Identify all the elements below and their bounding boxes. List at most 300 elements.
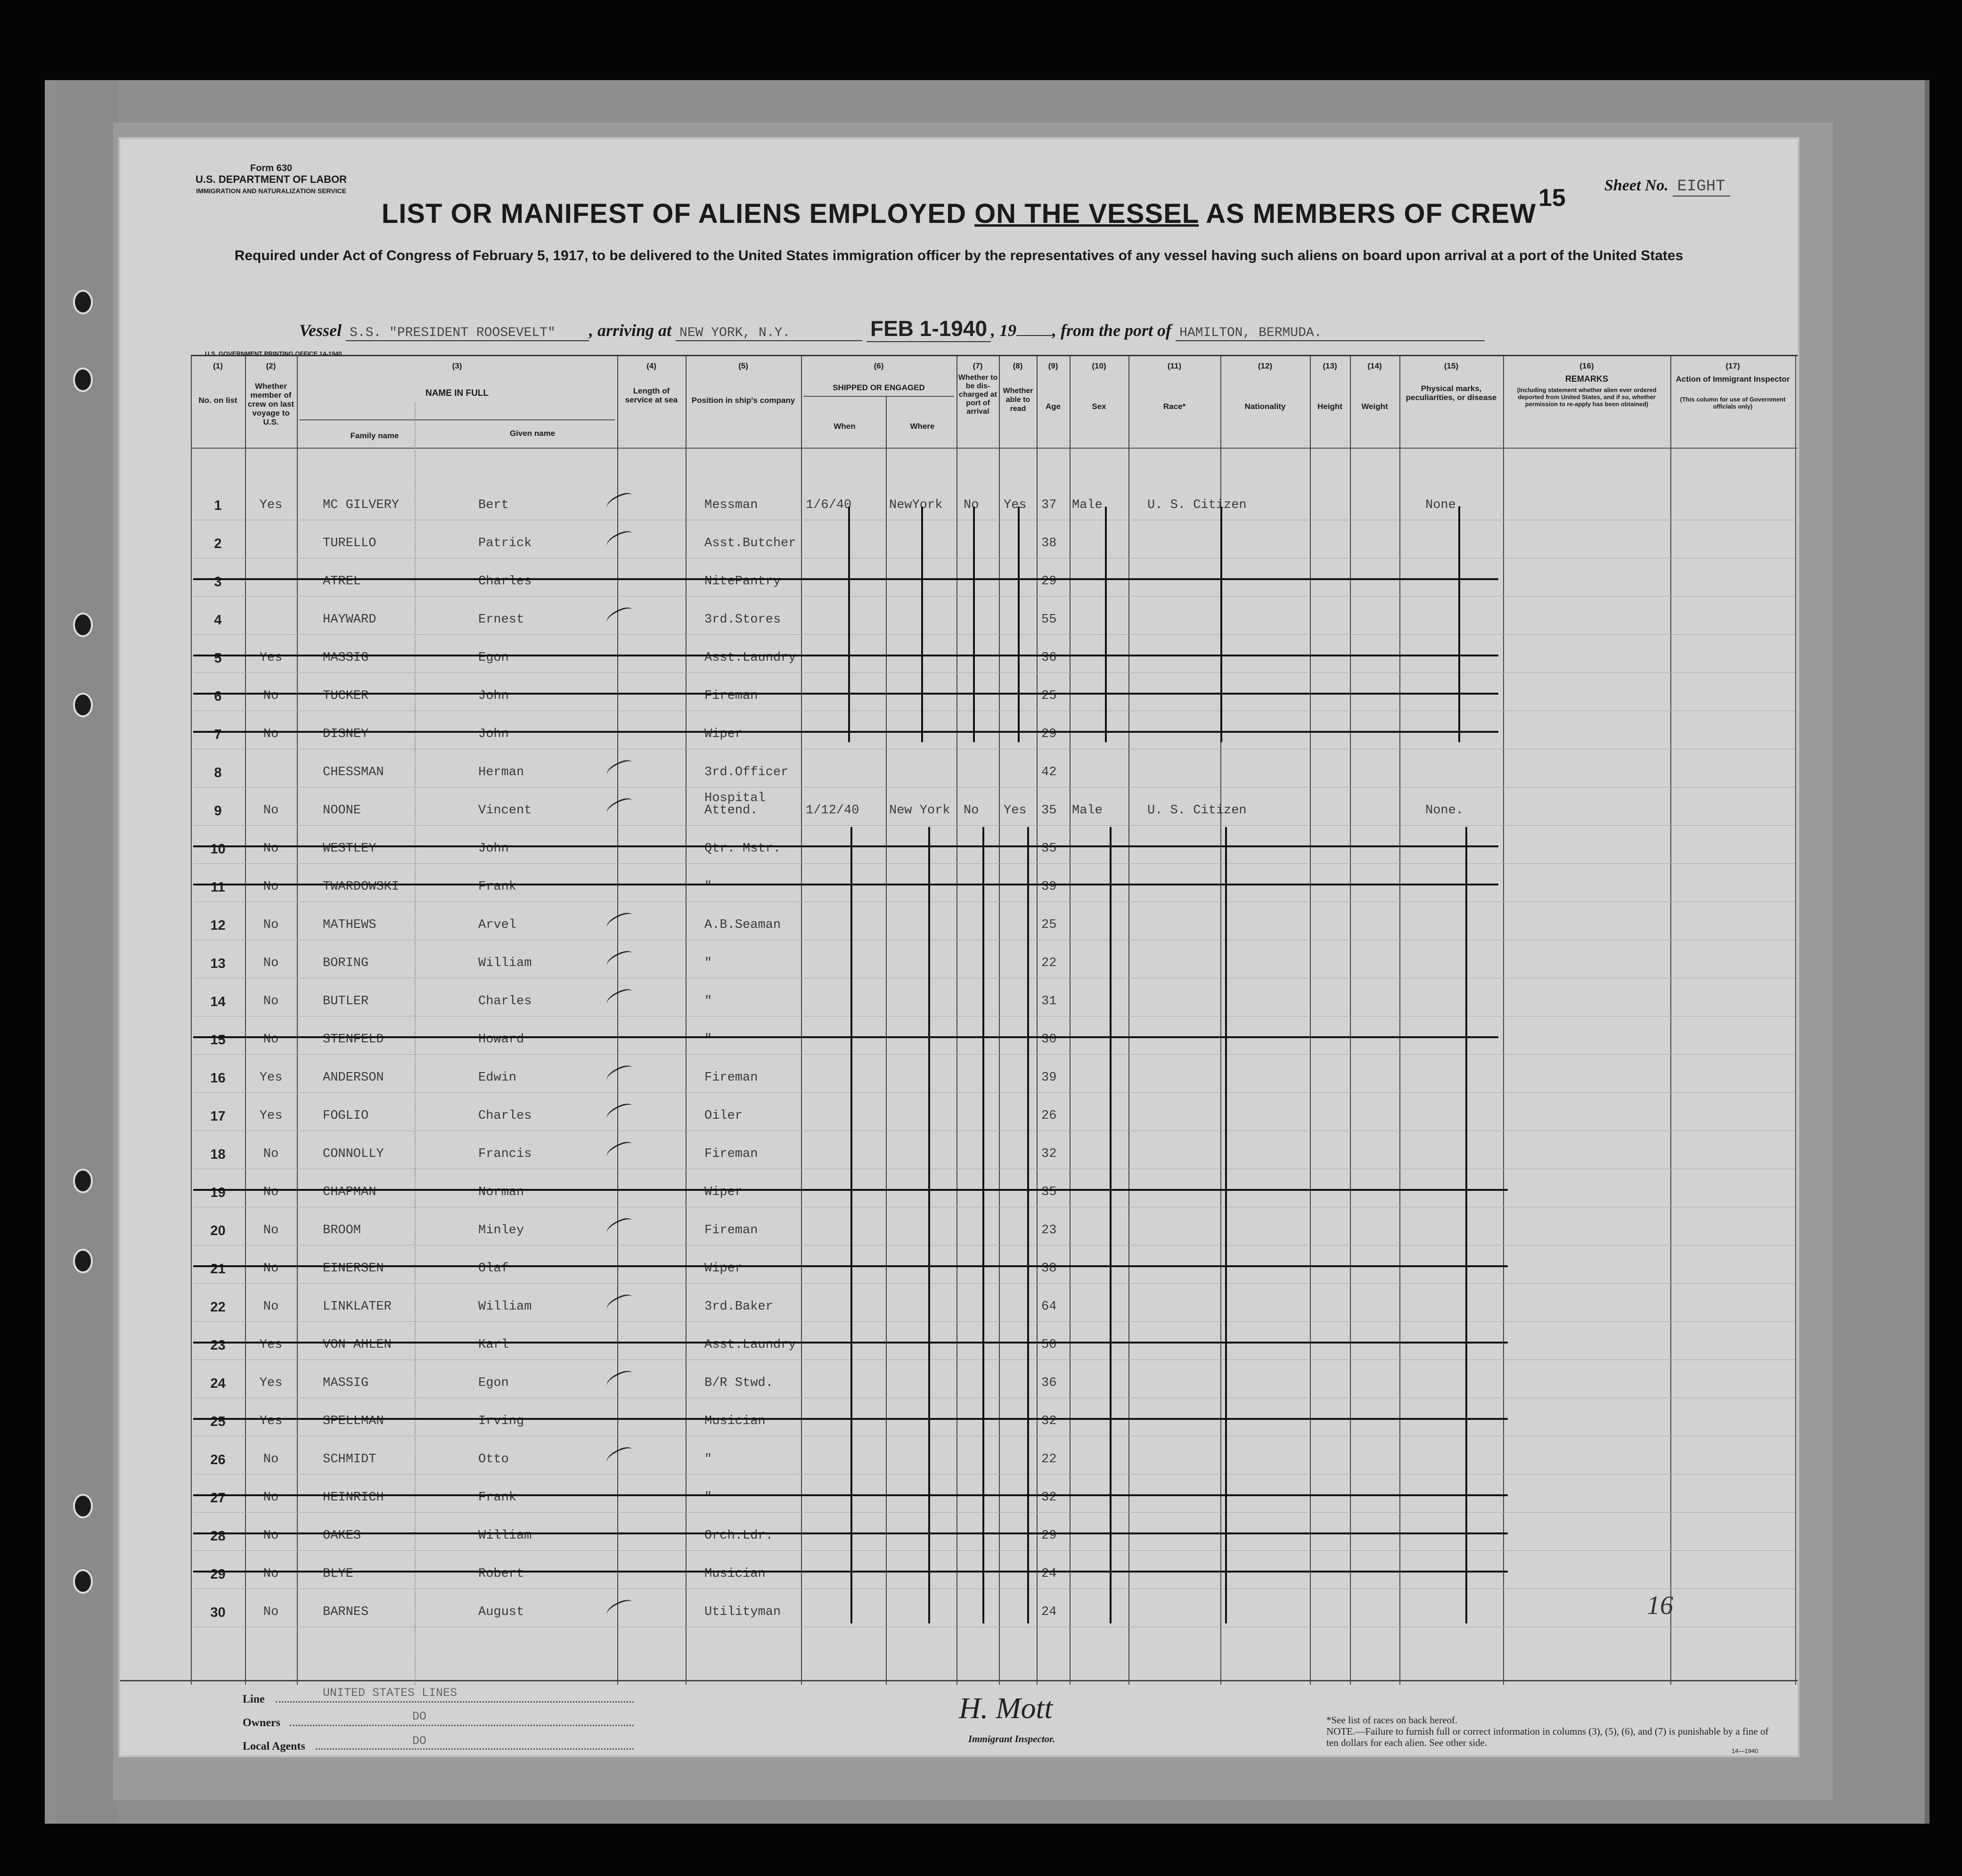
position: " — [704, 880, 712, 894]
row-rule — [193, 825, 1795, 826]
age: 30 — [1041, 1032, 1057, 1047]
check-mark — [604, 910, 635, 933]
check-mark — [604, 1292, 635, 1315]
column-number: (10) — [1092, 361, 1106, 370]
handwritten-mark: 16 — [1647, 1591, 1673, 1620]
row-rule — [193, 596, 1795, 597]
family-name: STENFELD — [323, 1032, 384, 1047]
position: A.B.Seaman — [704, 918, 781, 932]
check-mark — [604, 605, 635, 628]
age: 35 — [1041, 803, 1057, 818]
inspector-signature: H. Mott — [959, 1691, 1053, 1725]
header-physical-marks: Physical marks, peculiarities, or disease — [1406, 384, 1497, 402]
previous-voyage: No — [263, 918, 279, 932]
age: 55 — [1041, 613, 1057, 627]
position: 3rd.Stores — [704, 613, 781, 627]
header-name-in-full: NAME IN FULL — [425, 388, 489, 398]
line-label: Line — [243, 1693, 265, 1705]
family-name: BORING — [323, 956, 369, 970]
arrival-port: NEW YORK, N.Y. — [676, 326, 862, 341]
discharge: No — [964, 803, 979, 818]
position: 3rd.Baker — [704, 1300, 773, 1314]
header-discharged: Whether to be dis-charged at port of arrival — [958, 374, 998, 416]
previous-voyage: No — [263, 689, 279, 703]
header-length-of-service: Length of service at sea — [625, 386, 678, 404]
strike-through-line — [193, 655, 1498, 656]
row-rule — [193, 1321, 1795, 1322]
sheet-value: EIGHT — [1673, 178, 1730, 197]
previous-voyage: No — [263, 1147, 279, 1161]
row-number: 7 — [214, 727, 222, 742]
header-position: Position in ship's company — [691, 396, 795, 405]
age: 36 — [1041, 651, 1057, 665]
row-number: 13 — [210, 956, 226, 971]
previous-voyage: Yes — [259, 1338, 283, 1352]
row-rule — [193, 863, 1795, 864]
header-subdivider — [299, 419, 615, 420]
strike-through-line — [193, 1036, 1498, 1038]
row-rule — [193, 1550, 1795, 1551]
position: Asst.Butcher — [704, 536, 796, 550]
row-number: 29 — [210, 1567, 226, 1582]
age: 24 — [1041, 1605, 1057, 1619]
check-mark — [604, 796, 635, 819]
previous-voyage: Yes — [259, 1376, 283, 1390]
family-name: BUTLER — [323, 994, 369, 1008]
given-name: Edwin — [478, 1071, 517, 1085]
given-name: Egon — [478, 651, 509, 665]
row-number: 26 — [210, 1452, 226, 1467]
column-number: (5) — [738, 361, 748, 370]
check-mark — [604, 949, 635, 971]
binder-hole — [73, 368, 93, 392]
row-number: 19 — [210, 1185, 226, 1200]
header-remarks: REMARKS — [1565, 374, 1608, 384]
family-name: ANDERSON — [323, 1071, 384, 1085]
races-note: *See list of races on back hereof. — [1326, 1714, 1458, 1726]
strike-through-line — [193, 578, 1498, 580]
position: Fireman — [704, 1223, 758, 1237]
shipped-when: 1/6/40 — [806, 498, 852, 512]
given-name: Herman — [478, 765, 524, 779]
position: Asst.Laundry — [704, 651, 796, 665]
given-name: Olaf — [478, 1262, 509, 1276]
previous-voyage: No — [263, 1185, 279, 1199]
row-number: 17 — [210, 1109, 226, 1124]
column-number: (3) — [452, 361, 462, 370]
position: Qtr. Mstr. — [704, 842, 781, 856]
given-name: Francis — [478, 1147, 532, 1161]
row-number: 27 — [210, 1491, 226, 1506]
age: 35 — [1041, 1185, 1057, 1199]
page-number: 15 — [1538, 184, 1566, 212]
header-where: Where — [910, 422, 935, 431]
check-mark — [604, 1101, 635, 1124]
row-rule — [193, 634, 1795, 635]
inspector-label: Immigrant Inspector. — [968, 1733, 1055, 1745]
family-name: HEINRICH — [323, 1491, 384, 1505]
header-age: Age — [1045, 402, 1061, 411]
column-number: (16) — [1579, 361, 1594, 370]
agents-label: Local Agents — [243, 1740, 305, 1753]
column-number: (6) — [874, 361, 884, 370]
ditto-line — [1027, 827, 1029, 1623]
column-divider — [1503, 356, 1504, 1685]
header-given-name: Given name — [509, 429, 556, 438]
age: 64 — [1041, 1300, 1057, 1314]
row-rule — [193, 1092, 1795, 1093]
given-name: John — [478, 689, 509, 703]
family-name: SPELLMAN — [323, 1414, 384, 1428]
given-name: Charles — [478, 574, 532, 589]
age: 29 — [1041, 574, 1057, 589]
family-name: TWARDOWSKI — [323, 880, 400, 894]
previous-voyage: No — [263, 956, 279, 970]
arrival-date: FEB 1-1940 — [867, 316, 991, 342]
column-divider — [245, 356, 246, 1685]
family-name: MASSIG — [323, 1376, 369, 1390]
given-name: Patrick — [478, 536, 532, 550]
given-name: John — [478, 727, 509, 741]
age: 32 — [1041, 1147, 1057, 1161]
column-divider — [1070, 356, 1071, 1685]
position: NitePantry — [704, 574, 781, 589]
given-name: August — [478, 1605, 524, 1619]
header-inspector-note: (This column for use of Government officials only) — [1680, 396, 1786, 410]
service-name: IMMIGRATION AND NATURALIZATION SERVICE — [196, 187, 346, 195]
family-name: WESTLEY — [323, 842, 376, 856]
column-divider — [617, 356, 618, 1685]
header-shipped-engaged: SHIPPED OR ENGAGED — [833, 383, 925, 392]
family-name: HAYWARD — [323, 613, 376, 627]
given-name: Irving — [478, 1414, 524, 1428]
header-family-name: Family name — [350, 431, 399, 440]
penalty-note: NOTE.—Failure to furnish full or correct information in columns (3), (5), (6), and (7) is punishable by a fine of ten dollars for each alien. See other side. — [1326, 1726, 1769, 1748]
age: 37 — [1041, 498, 1057, 512]
vessel-line — [299, 316, 1485, 342]
given-name: William — [478, 1529, 532, 1543]
able-to-read: Yes — [1004, 498, 1027, 512]
strike-through-line — [193, 884, 1498, 885]
row-rule — [193, 1512, 1795, 1513]
form-number: Form 630 — [250, 163, 292, 173]
able-to-read: Yes — [1004, 803, 1027, 818]
title-part: ON THE VESSEL — [974, 198, 1199, 229]
family-name: CONNOLLY — [323, 1147, 384, 1161]
position: Wiper — [704, 1185, 743, 1199]
previous-voyage: Yes — [259, 1414, 283, 1428]
given-name: Frank — [478, 1491, 517, 1505]
check-mark — [604, 1063, 635, 1086]
given-name: Robert — [478, 1567, 524, 1581]
age: 29 — [1041, 727, 1057, 741]
age: 39 — [1041, 880, 1057, 894]
given-name: John — [478, 842, 509, 856]
strike-through-line — [193, 693, 1498, 695]
header-weight: Weight — [1361, 402, 1388, 411]
column-number: (8) — [1013, 361, 1023, 370]
given-name: Frank — [478, 880, 517, 894]
shipped-where: New York — [889, 803, 950, 818]
given-name: Arvel — [478, 918, 517, 932]
previous-voyage: Yes — [259, 1109, 283, 1123]
position: Hospital Attend. — [704, 791, 766, 818]
ditto-line — [928, 827, 930, 1623]
sheet-label: Sheet No. — [1604, 177, 1668, 194]
row-number: 2 — [214, 536, 222, 551]
binder-hole — [73, 613, 93, 637]
age: 26 — [1041, 1109, 1057, 1123]
given-name: Egon — [478, 1376, 509, 1390]
column-divider — [191, 356, 192, 1685]
document-title — [120, 198, 1798, 229]
ditto-line — [1465, 827, 1467, 1623]
row-number: 3 — [214, 574, 222, 590]
family-name: MC GILVERY — [323, 498, 400, 512]
check-mark — [604, 1368, 635, 1391]
previous-voyage: No — [263, 1300, 279, 1314]
previous-voyage: No — [263, 727, 279, 741]
given-name: William — [478, 1300, 532, 1314]
owners-value: DO — [412, 1710, 427, 1723]
previous-voyage: No — [263, 880, 279, 894]
binder-hole — [73, 1169, 93, 1193]
check-mark — [604, 1139, 635, 1162]
year-label: , 19 — [991, 321, 1017, 340]
family-name: TUCKER — [323, 689, 369, 703]
header-no-on-list: No. on list — [198, 396, 237, 405]
given-name: William — [478, 956, 532, 970]
position: B/R Stwd. — [704, 1376, 773, 1390]
previous-voyage: No — [263, 803, 279, 818]
title-part: AS MEMBERS OF CREW — [1199, 198, 1537, 229]
column-divider — [297, 356, 298, 1685]
family-name: BARNES — [323, 1605, 369, 1619]
ditto-line — [1458, 507, 1460, 742]
age: 42 — [1041, 765, 1057, 779]
previous-voyage: No — [263, 1262, 279, 1276]
age: 39 — [1041, 1071, 1057, 1085]
row-number: 15 — [210, 1032, 226, 1048]
shipped-where: NewYork — [889, 498, 943, 512]
family-name: BLYE — [323, 1567, 353, 1581]
column-divider — [886, 396, 887, 1685]
ditto-line — [1110, 827, 1112, 1623]
column-divider — [956, 356, 957, 1685]
binder-strip — [57, 80, 118, 1824]
age: 22 — [1041, 1452, 1057, 1466]
position: Wiper — [704, 727, 743, 741]
position: Wiper — [704, 1262, 743, 1276]
strike-through-line — [193, 731, 1498, 733]
row-rule — [193, 672, 1795, 673]
age: 25 — [1041, 689, 1057, 703]
age: 36 — [1041, 1376, 1057, 1390]
line-dotted-field — [276, 1700, 634, 1703]
row-rule — [193, 1474, 1795, 1475]
row-number: 14 — [210, 994, 226, 1009]
previous-voyage: No — [263, 1223, 279, 1237]
header-height: Height — [1317, 402, 1342, 411]
vessel-name: S.S. "PRESIDENT ROOSEVELT" — [346, 326, 589, 341]
binder-hole — [73, 1569, 93, 1594]
ditto-line — [1105, 507, 1107, 742]
row-number: 10 — [210, 842, 226, 857]
family-name: TURELLO — [323, 536, 376, 550]
previous-voyage: No — [263, 1491, 279, 1505]
given-name: Bert — [478, 498, 509, 512]
header-subdivider — [803, 396, 954, 397]
agents-dotted-field — [316, 1747, 634, 1750]
previous-voyage: No — [263, 1529, 279, 1543]
binder-hole — [73, 1494, 93, 1518]
nationality: U. S. Citizen — [1147, 498, 1247, 512]
column-divider — [1350, 356, 1351, 1685]
binder-hole — [73, 693, 93, 717]
position: Messman — [704, 498, 758, 512]
line-value: UNITED STATES LINES — [323, 1686, 458, 1700]
previous-voyage: No — [263, 1567, 279, 1581]
header-able-to-read: Whether able to read — [1003, 387, 1033, 413]
physical-marks: None. — [1425, 803, 1464, 818]
given-name: Vincent — [478, 803, 532, 818]
column-divider — [1670, 356, 1671, 1685]
manifest-footer — [120, 1680, 1798, 1757]
column-divider — [1037, 356, 1038, 1685]
position: Musician — [704, 1414, 766, 1428]
age: 23 — [1041, 1223, 1057, 1237]
age: 25 — [1041, 918, 1057, 932]
age: 38 — [1041, 536, 1057, 550]
given-name: Karl — [478, 1338, 509, 1352]
row-number: 1 — [214, 498, 222, 513]
ditto-line — [848, 507, 850, 742]
column-number: (4) — [646, 361, 656, 370]
header-nationality: Nationality — [1244, 402, 1286, 411]
previous-voyage: Yes — [259, 651, 283, 665]
ditto-line — [982, 827, 984, 1623]
binder-hole — [73, 290, 93, 314]
sex: Male — [1072, 498, 1103, 512]
family-name: SCHMIDT — [323, 1452, 376, 1466]
vessel-label: Vessel — [299, 321, 342, 340]
row-rule — [193, 1283, 1795, 1284]
document-subtitle: Required under Act of Congress of February 5, 1917, to be delivered to the United States immigration officer by the representatives of any vessel having such aliens on board upon arrival at a port of the United States — [234, 248, 1684, 263]
ditto-line — [921, 507, 923, 742]
check-mark — [604, 758, 635, 780]
position: Fireman — [704, 689, 758, 703]
row-number: 23 — [210, 1338, 226, 1353]
row-number: 9 — [214, 803, 222, 819]
previous-voyage: No — [263, 1452, 279, 1466]
arriving-label: , arriving at — [589, 321, 672, 340]
position: Asst.Laundry — [704, 1338, 796, 1352]
row-number: 6 — [214, 689, 222, 704]
row-number: 20 — [210, 1223, 226, 1238]
position: 3rd.Officer — [704, 765, 789, 779]
family-name: ATREL — [323, 574, 361, 589]
given-name: Howard — [478, 1032, 524, 1047]
age: 24 — [1041, 1567, 1057, 1581]
column-number: (15) — [1444, 361, 1459, 370]
shipped-when: 1/12/40 — [806, 803, 859, 818]
row-number: 28 — [210, 1529, 226, 1544]
department-name: U.S. DEPARTMENT OF LABOR — [196, 173, 347, 185]
column-divider — [1310, 356, 1311, 1685]
column-number: (11) — [1167, 361, 1182, 370]
header-race: Race* — [1163, 402, 1186, 411]
family-name: LINKLATER — [323, 1300, 392, 1314]
given-name: Norman — [478, 1185, 524, 1199]
position: " — [704, 994, 712, 1008]
column-number: (2) — [266, 361, 276, 370]
table-top-border — [191, 355, 1798, 356]
sheet-number — [1604, 177, 1730, 196]
header-remarks-note: (Including statement whether alien ever ordered deported from United States, and if so, whether permission to re-apply has been obtained) — [1517, 386, 1657, 408]
column-divider — [999, 356, 1000, 1685]
check-mark — [604, 987, 635, 1009]
departure-port: HAMILTON, BERMUDA. — [1176, 326, 1485, 341]
previous-voyage: No — [263, 1032, 279, 1047]
check-mark — [604, 491, 635, 513]
column-number: (17) — [1725, 361, 1740, 370]
age: 29 — [1041, 1529, 1057, 1543]
check-mark — [604, 529, 635, 551]
header-when: When — [834, 422, 856, 431]
owners-dotted-field — [290, 1724, 634, 1726]
row-rule — [193, 1054, 1795, 1055]
age: 32 — [1041, 1414, 1057, 1428]
row-number: 22 — [210, 1300, 226, 1315]
family-name: OAKES — [323, 1529, 361, 1543]
ditto-line — [1018, 507, 1020, 742]
column-number: (14) — [1367, 361, 1382, 370]
column-number: (12) — [1258, 361, 1273, 370]
given-name: Charles — [478, 994, 532, 1008]
physical-marks: None. — [1425, 498, 1464, 512]
row-number: 25 — [210, 1414, 226, 1429]
given-name: Charles — [478, 1109, 532, 1123]
position: Fireman — [704, 1071, 758, 1085]
given-name: Minley — [478, 1223, 524, 1237]
column-divider — [1399, 356, 1400, 1685]
form-code: 14—1940 — [1732, 1747, 1758, 1754]
ditto-line — [1225, 827, 1227, 1623]
age: 38 — [1041, 1262, 1057, 1276]
check-mark — [604, 1597, 635, 1620]
title-part: LIST OR MANIFEST OF ALIENS EMPLOYED — [381, 198, 975, 229]
age: 22 — [1041, 956, 1057, 970]
age: 31 — [1041, 994, 1057, 1008]
family-name: MASSIG — [323, 651, 369, 665]
position: Musician — [704, 1567, 766, 1581]
header-bottom-border — [191, 448, 1798, 449]
nationality: U. S. Citizen — [1147, 803, 1247, 818]
form-identifier — [196, 163, 347, 197]
column-divider — [1128, 356, 1129, 1685]
strike-through-line — [193, 845, 1498, 847]
owners-label: Owners — [243, 1717, 280, 1729]
ditto-line — [850, 827, 852, 1623]
family-name: NOONE — [323, 803, 361, 818]
family-name: BROOM — [323, 1223, 361, 1237]
column-number: (13) — [1323, 361, 1337, 370]
row-number: 12 — [210, 918, 226, 933]
position: Fireman — [704, 1147, 758, 1161]
previous-voyage: No — [263, 994, 279, 1008]
age: 32 — [1041, 1491, 1057, 1505]
row-number: 16 — [210, 1071, 226, 1086]
